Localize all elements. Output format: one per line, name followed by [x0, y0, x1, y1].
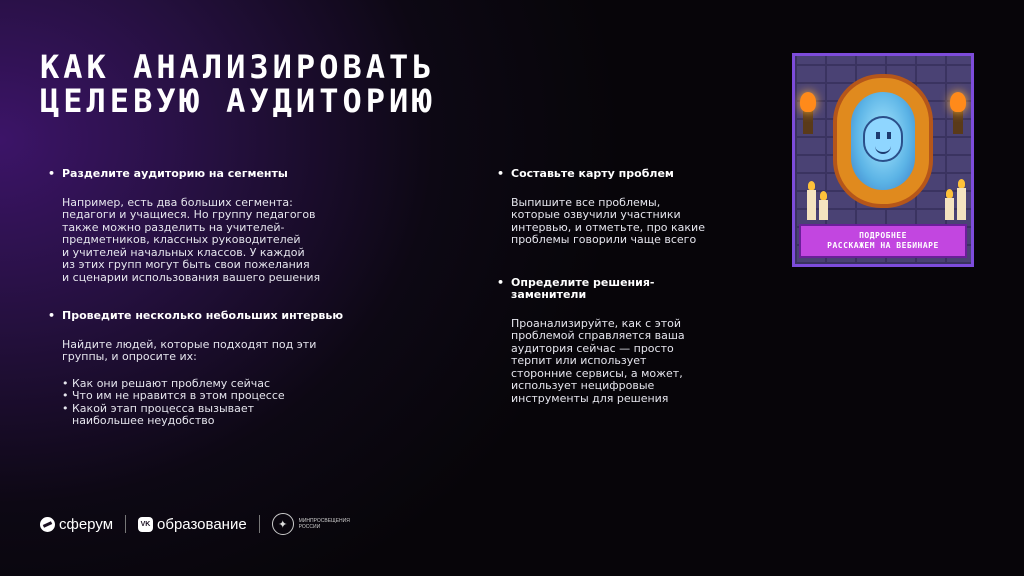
flame-icon — [800, 92, 816, 112]
left-column — [48, 168, 408, 428]
body-line: Найдите людей, которые подходят под эти — [62, 337, 317, 351]
section-segments — [48, 168, 408, 284]
body-line: использует нецифровые — [511, 379, 655, 392]
body-line: и сценарии использования вашего решения — [62, 270, 321, 284]
section-body — [48, 197, 408, 285]
section-substitutes — [497, 277, 727, 406]
mirror-face-icon — [863, 116, 903, 162]
section-interviews — [48, 310, 408, 428]
body-line: которые озвучили участники — [511, 208, 681, 221]
ministry-label: МИНПРОСВЕЩЕНИЯ РОССИИ — [298, 518, 350, 530]
body-line: педагоги и учащиеся. Но группу педагогов — [62, 208, 316, 221]
section-title: • Проведите несколько небольших интервью — [48, 310, 408, 323]
section-title: • Составьте карту проблем — [497, 168, 727, 181]
divider — [259, 515, 260, 533]
body-line: терпит или использует — [511, 354, 647, 367]
section-title: • Разделите аудиторию на сегменты — [48, 168, 408, 181]
divider — [125, 515, 126, 533]
sferum-logo — [40, 516, 113, 533]
body-line: Проанализируйте, как с этой — [511, 316, 682, 330]
body-line: интервью, и отметьте, про какие — [511, 220, 705, 234]
right-column — [497, 168, 727, 405]
banner-line-1: ПОДРОБНЕЕ — [859, 231, 907, 240]
webinar-promo-card[interactable] — [792, 53, 974, 267]
list-item: • Какой этап процесса вызывает наибольшее неудобство — [62, 403, 408, 428]
mirror-glass — [851, 92, 915, 190]
candle-icon — [957, 188, 966, 220]
body-line: и учителей начальных классов. У каждой — [62, 245, 305, 259]
candle-icon — [819, 200, 828, 220]
body-line: Например, есть два больших сегмента: — [62, 195, 293, 209]
eagle-emblem-icon: ✦ — [272, 513, 294, 535]
body-line: аудитория сейчас — просто — [511, 341, 674, 355]
section-body — [48, 339, 408, 364]
vk-education-label: образование — [157, 515, 247, 533]
page-title — [40, 50, 436, 118]
candle-icon — [945, 198, 954, 220]
magic-mirror-icon — [833, 74, 933, 208]
vk-icon: VK — [138, 517, 153, 532]
body-line: сторонние сервисы, а может, — [511, 366, 683, 380]
list-item: • Как они решают проблему сейчас — [62, 378, 408, 391]
body-line: также можно разделить на учителей- — [62, 220, 285, 234]
ministry-logo — [272, 513, 350, 535]
sferum-label: сферум — [59, 515, 114, 533]
footer-logos — [40, 512, 350, 536]
section-body — [497, 318, 727, 406]
section-title: • Определите решения- заменители — [497, 277, 727, 302]
interview-questions — [48, 378, 408, 428]
title-line-2: ЦЕЛЕВУЮ АУДИТОРИЮ — [40, 82, 436, 120]
body-line: из этих групп могут быть свои пожелания — [62, 258, 310, 271]
body-line: инструменты для решения — [511, 391, 669, 405]
candle-icon — [807, 190, 816, 220]
body-line: предметников, классных руководителей — [62, 233, 301, 246]
body-line: группы, и опросите их: — [62, 350, 197, 363]
webinar-banner[interactable] — [799, 224, 967, 258]
body-line: проблемой справляется ваша — [511, 329, 685, 342]
section-problem-map — [497, 168, 727, 247]
body-line: Выпишите все проблемы, — [511, 195, 661, 209]
list-item: • Что им не нравится в этом процессе — [62, 390, 408, 403]
banner-line-2: РАССКАЖЕМ НА ВЕБИНАРЕ — [827, 241, 939, 250]
section-body — [497, 197, 727, 247]
vk-education-logo — [138, 516, 247, 533]
title-line-1: КАК АНАЛИЗИРОВАТЬ — [40, 48, 436, 86]
flame-icon — [950, 92, 966, 112]
body-line: проблемы говорили чаще всего — [511, 233, 697, 246]
sferum-icon — [40, 517, 55, 532]
